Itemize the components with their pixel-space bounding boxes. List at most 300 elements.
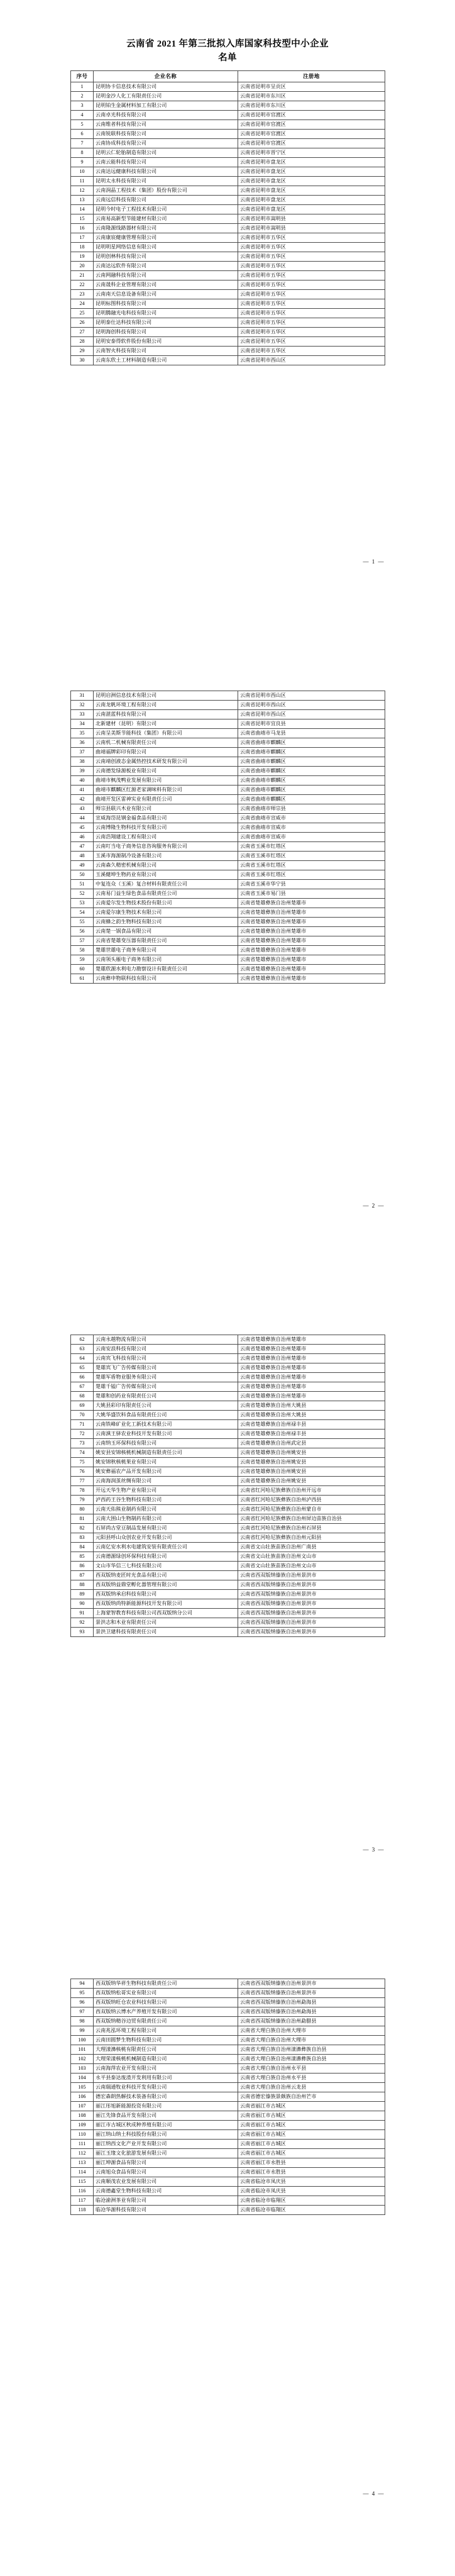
cell-no: 4 — [71, 111, 94, 120]
cell-enterprise-name: 景洪卫建科技有限责任公司 — [94, 1628, 238, 1637]
cell-enterprise-name: 云南呈美斯节能科技（集团）有限公司 — [94, 729, 238, 738]
cell-enterprise-name: 云南安浪科技有限公司 — [94, 1345, 238, 1354]
table-row — [71, 738, 385, 748]
cell-registration-place: 云南省昆明市嵩明县 — [238, 224, 385, 233]
cell-enterprise-name: 西双版纳麦匠时光食品有限公司 — [94, 1571, 238, 1580]
table-row — [71, 852, 385, 861]
cell-enterprise-name: 云南大围山生物制药有限公司 — [94, 1514, 238, 1524]
table-row — [71, 2177, 385, 2187]
table-wrapper-1 — [70, 69, 385, 365]
cell-enterprise-name: 云南叮当电子商务信息咨询服务有限公司 — [94, 842, 238, 852]
table-row — [71, 1618, 385, 1628]
cell-registration-place: 云南省大理白族自治州漾濞彝族自治县 — [238, 2055, 385, 2064]
cell-registration-place: 云南省西双版纳傣族自治州景洪市 — [238, 1609, 385, 1618]
cell-registration-place: 云南省楚雄彝族自治州楚雄市 — [238, 974, 385, 984]
table-row — [71, 701, 385, 710]
cell-registration-place: 云南省楚雄彝族自治州楚雄市 — [238, 1373, 385, 1382]
cell-registration-place: 云南省楚雄彝族自治州姚安县 — [238, 1458, 385, 1467]
cell-enterprise-name: 曲靖市麒麟区红源老家调味料有限公司 — [94, 786, 238, 795]
table-row — [71, 1543, 385, 1552]
cell-no: 56 — [71, 927, 94, 936]
cell-registration-place: 云南省昆明市五华区 — [238, 243, 385, 252]
cell-registration-place: 云南省昆明市五华区 — [238, 262, 385, 271]
cell-registration-place: 云南省昆明市五华区 — [238, 309, 385, 318]
cell-no: 84 — [71, 1543, 94, 1552]
cell-enterprise-name: 云南德源绿创环保科技有限公司 — [94, 1552, 238, 1562]
table-row — [71, 1345, 385, 1354]
cell-enterprise-name: 临沧渝洲茶业有限公司 — [94, 2196, 238, 2206]
table-row — [71, 2206, 385, 2215]
page-number-2: — 2 — — [363, 1202, 385, 1209]
cell-enterprise-name: 昆明铂生金属材料加工有限公司 — [94, 101, 238, 111]
table-header-row — [71, 71, 385, 82]
table-row — [71, 918, 385, 927]
cell-registration-place: 云南省临沧市凤庆县 — [238, 2177, 385, 2187]
cell-registration-place: 云南省楚雄彝族自治州楚雄市 — [238, 1392, 385, 1401]
table-row — [71, 177, 385, 186]
cell-no: 66 — [71, 1373, 94, 1382]
cell-registration-place: 云南省临沧市凤庆县 — [238, 2187, 385, 2196]
table-row — [71, 186, 385, 196]
cell-enterprise-name: 永平县泰达废渣开发利用有限公司 — [94, 2074, 238, 2083]
table-row — [71, 2083, 385, 2092]
table-row — [71, 233, 385, 243]
cell-enterprise-name: 楚雄欣源水利电力勘察设计有限责任公司 — [94, 965, 238, 974]
cell-enterprise-name: 西双版纳承启科技有限公司 — [94, 1590, 238, 1599]
cell-no: 35 — [71, 729, 94, 738]
cell-enterprise-name: 云南网融科技有限公司 — [94, 271, 238, 280]
cell-registration-place: 云南省玉溪市易门县 — [238, 889, 385, 899]
cell-enterprise-name: 楚雄宾飞广告传媒有限公司 — [94, 1363, 238, 1373]
table-row — [71, 299, 385, 309]
table-row — [71, 2045, 385, 2055]
cell-enterprise-name: 云南达远软件有限公司 — [94, 262, 238, 271]
cell-registration-place: 云南省西双版纳傣族自治州景洪市 — [238, 1571, 385, 1580]
table-row — [71, 710, 385, 719]
cell-enterprise-name: 丽江纳西文化产业开发有限公司 — [94, 2140, 238, 2149]
cell-no: 95 — [71, 1989, 94, 1998]
cell-registration-place: 云南省曲靖市麒麟区 — [238, 795, 385, 804]
cell-no: 46 — [71, 833, 94, 842]
cell-registration-place: 云南省昆明市五华区 — [238, 290, 385, 299]
cell-registration-place: 云南省曲靖市麒麟区 — [238, 738, 385, 748]
cell-no: 83 — [71, 1533, 94, 1543]
cell-enterprise-name: 云南锐联科技有限公司 — [94, 130, 238, 139]
cell-no: 115 — [71, 2177, 94, 2187]
table-row — [71, 130, 385, 139]
page-number-3: — 3 — — [363, 1846, 385, 1853]
cell-enterprise-name: 云南海萍农业开发有限公司 — [94, 2064, 238, 2074]
cell-no: 6 — [71, 130, 94, 139]
cell-enterprise-name: 云南德发绿源板业有限公司 — [94, 767, 238, 776]
table-row — [71, 1524, 385, 1533]
cell-no: 47 — [71, 842, 94, 852]
table-row — [71, 1401, 385, 1411]
cell-no: 102 — [71, 2055, 94, 2064]
table-row — [71, 795, 385, 804]
cell-no: 98 — [71, 2017, 94, 2026]
table-row — [71, 2026, 385, 2036]
cell-no: 45 — [71, 823, 94, 833]
cell-enterprise-name: 昆明金沙人化工有限责任公司 — [94, 92, 238, 101]
table-row — [71, 748, 385, 757]
cell-registration-place: 云南省文山壮族苗族自治州文山市 — [238, 1552, 385, 1562]
cell-registration-place: 云南省丽江市古城区 — [238, 2121, 385, 2130]
cell-registration-place: 云南省丽江市永胜县 — [238, 2168, 385, 2177]
cell-registration-place: 云南省西双版纳傣族自治州勐腊县 — [238, 2017, 385, 2026]
cell-no: 88 — [71, 1580, 94, 1590]
cell-enterprise-name: 云南机二机械有限责任公司 — [94, 738, 238, 748]
cell-registration-place: 云南省红河哈尼族彝族自治州蒙自市 — [238, 1505, 385, 1514]
table-row — [71, 224, 385, 233]
table-row — [71, 1486, 385, 1496]
cell-no: 101 — [71, 2045, 94, 2055]
cell-enterprise-name: 云南卓光科技有限公司 — [94, 111, 238, 120]
cell-no: 50 — [71, 870, 94, 880]
cell-no: 105 — [71, 2083, 94, 2092]
cell-no: 52 — [71, 889, 94, 899]
table-row — [71, 2168, 385, 2177]
cell-no: 107 — [71, 2102, 94, 2111]
cell-registration-place: 云南省楚雄彝族自治州楚雄市 — [238, 965, 385, 974]
cell-registration-place: 云南省曲靖市宣威市 — [238, 833, 385, 842]
cell-no: 9 — [71, 158, 94, 167]
cell-registration-place: 云南省曲靖市麒麟区 — [238, 767, 385, 776]
table-row — [71, 1599, 385, 1609]
cell-no: 87 — [71, 1571, 94, 1580]
cell-no: 77 — [71, 1477, 94, 1486]
cell-no: 51 — [71, 880, 94, 889]
table-row — [71, 356, 385, 365]
cell-no: 106 — [71, 2092, 94, 2102]
cell-enterprise-name: 云南东欣土工材料制造有限公司 — [94, 356, 238, 365]
cell-no: 99 — [71, 2026, 94, 2036]
cell-no: 39 — [71, 767, 94, 776]
cell-no: 33 — [71, 710, 94, 719]
table-row — [71, 823, 385, 833]
table-row — [71, 2187, 385, 2196]
table-row — [71, 936, 385, 946]
cell-no: 60 — [71, 965, 94, 974]
table-row — [71, 1533, 385, 1543]
table-row — [71, 318, 385, 328]
cell-no: 24 — [71, 299, 94, 309]
table-row — [71, 2007, 385, 2017]
table-row — [71, 2149, 385, 2158]
table-body-2 — [71, 691, 385, 984]
cell-enterprise-name: 丽江坤源食品有限公司 — [94, 2158, 238, 2168]
table-row — [71, 1477, 385, 1486]
table-row — [71, 955, 385, 965]
table-row — [71, 729, 385, 738]
cell-registration-place: 云南省大理白族自治州永平县 — [238, 2064, 385, 2074]
cell-enterprise-name: 昆明标图科技有限公司 — [94, 299, 238, 309]
cell-enterprise-name: 昆明腾融光电科技有限公司 — [94, 309, 238, 318]
cell-no: 53 — [71, 899, 94, 908]
column-header-name: 企业名称 — [94, 71, 238, 82]
cell-enterprise-name: 西双版纳云博水产养殖开发有限公司 — [94, 2007, 238, 2017]
cell-registration-place: 云南省昆明市晋宁区 — [238, 148, 385, 158]
cell-registration-place: 云南省红河哈尼族彝族自治州屏边苗族自治县 — [238, 1514, 385, 1524]
table-row — [71, 1373, 385, 1382]
cell-enterprise-name: 云南森久精密机械有限公司 — [94, 861, 238, 870]
cell-no: 18 — [71, 243, 94, 252]
table-row — [71, 1439, 385, 1448]
table-wrapper-3 — [70, 1288, 385, 1637]
cell-enterprise-name: 云南博隆生物科技开发有限公司 — [94, 823, 238, 833]
cell-registration-place: 云南省楚雄彝族自治州禄丰县 — [238, 1430, 385, 1439]
cell-registration-place: 云南省昆明市西山区 — [238, 356, 385, 365]
cell-registration-place: 云南省临沧市临翔区 — [238, 2206, 385, 2215]
cell-enterprise-name: 云南纳玉环保科技有限公司 — [94, 1439, 238, 1448]
cell-enterprise-name: 云南远信科技有限公司 — [94, 196, 238, 205]
cell-registration-place: 云南省曲靖市师宗县 — [238, 804, 385, 814]
table-row — [71, 262, 385, 271]
cell-enterprise-name: 大理漾濞核桃有限责任公司 — [94, 2045, 238, 2055]
table-row — [71, 1552, 385, 1562]
cell-enterprise-name: 云南达远健康科技有限公司 — [94, 167, 238, 177]
cell-no: 116 — [71, 2187, 94, 2196]
table-row — [71, 1628, 385, 1637]
table-row — [71, 1335, 385, 1345]
cell-enterprise-name: 丽江彤旭新能源投资有限公司 — [94, 2102, 238, 2111]
cell-registration-place: 云南省曲靖市麒麟区 — [238, 786, 385, 795]
cell-registration-place: 云南省昆明市东川区 — [238, 101, 385, 111]
cell-no: 48 — [71, 852, 94, 861]
cell-registration-place: 云南省昆明市五华区 — [238, 318, 385, 328]
cell-no: 41 — [71, 786, 94, 795]
cell-no: 85 — [71, 1552, 94, 1562]
cell-registration-place: 云南省昆明市五华区 — [238, 347, 385, 356]
cell-no: 69 — [71, 1401, 94, 1411]
cell-registration-place: 云南省丽江市永胜县 — [238, 2158, 385, 2168]
cell-enterprise-name: 曲靖市枫茂鸭业发展有限公司 — [94, 776, 238, 786]
table-row — [71, 2111, 385, 2121]
cell-no: 3 — [71, 101, 94, 111]
cell-registration-place: 云南省丽江市古城区 — [238, 2149, 385, 2158]
cell-registration-place: 云南省昆明市宜良县 — [238, 719, 385, 729]
cell-registration-place: 云南省曲靖市宣威市 — [238, 823, 385, 833]
cell-registration-place: 云南省昆明市五华区 — [238, 299, 385, 309]
cell-no: 43 — [71, 804, 94, 814]
document-page-4 — [0, 1932, 455, 2576]
cell-no: 62 — [71, 1335, 94, 1345]
cell-registration-place: 云南省玉溪市华宁县 — [238, 880, 385, 889]
cell-enterprise-name: 泸西药王谷生物科技有限公司 — [94, 1496, 238, 1505]
cell-registration-place: 云南省德宏傣族景颇族自治州芒市 — [238, 2092, 385, 2102]
table-row — [71, 946, 385, 955]
cell-no: 96 — [71, 1998, 94, 2007]
cell-no: 49 — [71, 861, 94, 870]
table-row — [71, 814, 385, 823]
cell-no: 65 — [71, 1363, 94, 1373]
cell-enterprise-name: 云南协成科技有限公司 — [94, 139, 238, 148]
cell-no: 94 — [71, 1979, 94, 1989]
table-row — [71, 1448, 385, 1458]
cell-registration-place: 云南省文山壮族苗族自治州文山市 — [238, 1562, 385, 1571]
cell-enterprise-name: 云南顺茂农业发展有限公司 — [94, 2177, 238, 2187]
table-row — [71, 271, 385, 280]
cell-no: 14 — [71, 205, 94, 214]
cell-no: 40 — [71, 776, 94, 786]
cell-registration-place: 云南省昆明市五华区 — [238, 337, 385, 347]
table-row — [71, 908, 385, 918]
cell-no: 19 — [71, 252, 94, 262]
table-row — [71, 1354, 385, 1363]
table-row — [71, 2092, 385, 2102]
table-row — [71, 1505, 385, 1514]
cell-enterprise-name: 云南海润茧丝绸有限公司 — [94, 1477, 238, 1486]
cell-enterprise-name: 北新建材（昆明）有限公司 — [94, 719, 238, 729]
cell-registration-place: 云南省楚雄彝族自治州楚雄市 — [238, 918, 385, 927]
cell-registration-place: 云南省玉溪市红塔区 — [238, 842, 385, 852]
page-number-1: — 1 — — [363, 558, 385, 565]
cell-enterprise-name: 云南爱尔发生物技术股份有限公司 — [94, 899, 238, 908]
cell-no: 34 — [71, 719, 94, 729]
cell-registration-place: 云南省丽江市古城区 — [238, 2140, 385, 2149]
table-body-4 — [71, 1979, 385, 2215]
page-title-line-2: 名单 — [218, 53, 237, 63]
cell-enterprise-name: 昆明海创科技有限公司 — [94, 328, 238, 337]
cell-registration-place: 云南省大理白族自治州大理市 — [238, 2036, 385, 2045]
cell-enterprise-name: 丽江先锋食品开发有限公司 — [94, 2111, 238, 2121]
enterprise-table-page-4 — [70, 1979, 385, 2215]
table-row — [71, 1571, 385, 1580]
cell-enterprise-name: 西双版纳旺仓农业科技有限公司 — [94, 1998, 238, 2007]
cell-registration-place: 云南省西双版纳傣族自治州景洪市 — [238, 1979, 385, 1989]
cell-registration-place: 云南省红河哈尼族彝族自治州开远市 — [238, 1486, 385, 1496]
cell-enterprise-name: 云南云能科技有限公司 — [94, 158, 238, 167]
cell-no: 118 — [71, 2206, 94, 2215]
table-row — [71, 1989, 385, 1998]
table-row — [71, 328, 385, 337]
table-row — [71, 290, 385, 299]
cell-no: 55 — [71, 918, 94, 927]
cell-enterprise-name: 丽江纳山纳土科技股份有限公司 — [94, 2130, 238, 2140]
cell-no: 5 — [71, 120, 94, 130]
cell-enterprise-name: 丽江市古城区秋成种养殖有限公司 — [94, 2121, 238, 2130]
cell-enterprise-name: 石屏尚古堂豆制品发展有限公司 — [94, 1524, 238, 1533]
cell-enterprise-name: 昆明协卡信息技术有限公司 — [94, 82, 238, 92]
cell-no: 76 — [71, 1467, 94, 1477]
cell-enterprise-name: 云南天佑熊业制药有限公司 — [94, 1505, 238, 1514]
cell-enterprise-name: 云南田圆梦生物科技有限公司 — [94, 2036, 238, 2045]
cell-no: 117 — [71, 2196, 94, 2206]
table-row — [71, 2130, 385, 2140]
cell-registration-place: 云南省楚雄彝族自治州楚雄市 — [238, 1354, 385, 1363]
cell-registration-place: 云南省玉溪市红塔区 — [238, 861, 385, 870]
cell-no: 44 — [71, 814, 94, 823]
cell-enterprise-name: 云南康宸健康管理有限公司 — [94, 233, 238, 243]
cell-no: 32 — [71, 701, 94, 710]
cell-no: 72 — [71, 1430, 94, 1439]
table-row — [71, 861, 385, 870]
cell-enterprise-name: 云南浩翔建设工程有限公司 — [94, 833, 238, 842]
cell-registration-place: 云南省昆明市呈贡区 — [238, 82, 385, 92]
table-row — [71, 167, 385, 177]
cell-enterprise-name: 大姚县彩印有限责任公司 — [94, 1401, 238, 1411]
cell-registration-place: 云南省西双版纳傣族自治州景洪市 — [238, 1628, 385, 1637]
cell-no: 80 — [71, 1505, 94, 1514]
table-row — [71, 2064, 385, 2074]
table-row — [71, 776, 385, 786]
cell-no: 90 — [71, 1599, 94, 1609]
cell-no: 112 — [71, 2149, 94, 2158]
cell-registration-place: 云南省昆明市盘龙区 — [238, 167, 385, 177]
cell-no: 103 — [71, 2064, 94, 2074]
cell-no: 63 — [71, 1345, 94, 1354]
table-row — [71, 842, 385, 852]
cell-enterprise-name: 云南永越物流有限公司 — [94, 1335, 238, 1345]
cell-registration-place: 云南省文山壮族苗族自治州广南县 — [238, 1543, 385, 1552]
cell-enterprise-name: 昆明启洲信息技术有限公司 — [94, 691, 238, 701]
table-row — [71, 1590, 385, 1599]
document-page-2 — [0, 644, 455, 1288]
table-row — [71, 2036, 385, 2045]
table-row — [71, 139, 385, 148]
cell-registration-place: 云南省西双版纳傣族自治州勐海县 — [238, 1998, 385, 2007]
cell-registration-place: 云南省昆明市西山区 — [238, 701, 385, 710]
cell-enterprise-name: 楚雄军盾物业服务有限公司 — [94, 1373, 238, 1382]
cell-no: 16 — [71, 224, 94, 233]
cell-no: 82 — [71, 1524, 94, 1533]
cell-registration-place: 云南省红河哈尼族彝族自治州石屏县 — [238, 1524, 385, 1533]
cell-no: 111 — [71, 2140, 94, 2149]
cell-registration-place: 云南省丽江市古城区 — [238, 2111, 385, 2121]
cell-registration-place: 云南省大理白族自治州永平县 — [238, 2074, 385, 2083]
cell-enterprise-name: 西双版纳益鼎堂孵化器管理有限公司 — [94, 1580, 238, 1590]
cell-registration-place: 云南省昆明市五华区 — [238, 233, 385, 243]
cell-enterprise-name: 云南爱尔康生物技术有限公司 — [94, 908, 238, 918]
cell-enterprise-name: 中复连众（玉溪）复合材料有限责任公司 — [94, 880, 238, 889]
cell-registration-place: 云南省楚雄彝族自治州大姚县 — [238, 1401, 385, 1411]
table-row — [71, 101, 385, 111]
cell-registration-place: 云南省玉溪市红塔区 — [238, 852, 385, 861]
cell-no: 61 — [71, 974, 94, 984]
cell-enterprise-name: 楚雄世雄电子商务有限公司 — [94, 946, 238, 955]
cell-enterprise-name: 云南南天信息设备有限公司 — [94, 290, 238, 299]
cell-no: 59 — [71, 955, 94, 965]
cell-enterprise-name: 昆明云仁轮胎制造有限公司 — [94, 148, 238, 158]
cell-enterprise-name: 西双版纳松哥实业有限公司 — [94, 1989, 238, 1998]
cell-no: 78 — [71, 1486, 94, 1496]
table-row — [71, 1514, 385, 1524]
cell-registration-place: 云南省楚雄彝族自治州楚雄市 — [238, 1335, 385, 1345]
cell-enterprise-name: 云南瑞通牧业科技开发有限公司 — [94, 2083, 238, 2092]
cell-no: 57 — [71, 936, 94, 946]
column-header-registration: 注册地 — [238, 71, 385, 82]
cell-registration-place: 云南省大理白族自治州云龙县 — [238, 2083, 385, 2092]
cell-enterprise-name: 云南靖创液态金属热控技术研发有限公司 — [94, 757, 238, 767]
cell-enterprise-name: 楚雄和创药业有限责任公司 — [94, 1392, 238, 1401]
cell-no: 28 — [71, 337, 94, 347]
table-row — [71, 111, 385, 120]
cell-no: 71 — [71, 1420, 94, 1430]
cell-no: 17 — [71, 233, 94, 243]
cell-no: 58 — [71, 946, 94, 955]
cell-no: 7 — [71, 139, 94, 148]
table-row — [71, 120, 385, 130]
cell-enterprise-name: 玉溪市海源制冷设备有限公司 — [94, 852, 238, 861]
cell-no: 97 — [71, 2007, 94, 2017]
page-title-line-1: 云南省 2021 年第三批拟入库国家科技型中小企业 — [126, 39, 329, 49]
cell-enterprise-name: 西双版纳华祥生物科技有限责任公司 — [94, 1979, 238, 1989]
cell-registration-place: 云南省楚雄彝族自治州楚雄市 — [238, 1382, 385, 1392]
cell-registration-place: 云南省楚雄彝族自治州姚安县 — [238, 1467, 385, 1477]
cell-no: 37 — [71, 748, 94, 757]
cell-enterprise-name: 云南旭众食品有限公司 — [94, 2168, 238, 2177]
cell-no: 15 — [71, 214, 94, 224]
